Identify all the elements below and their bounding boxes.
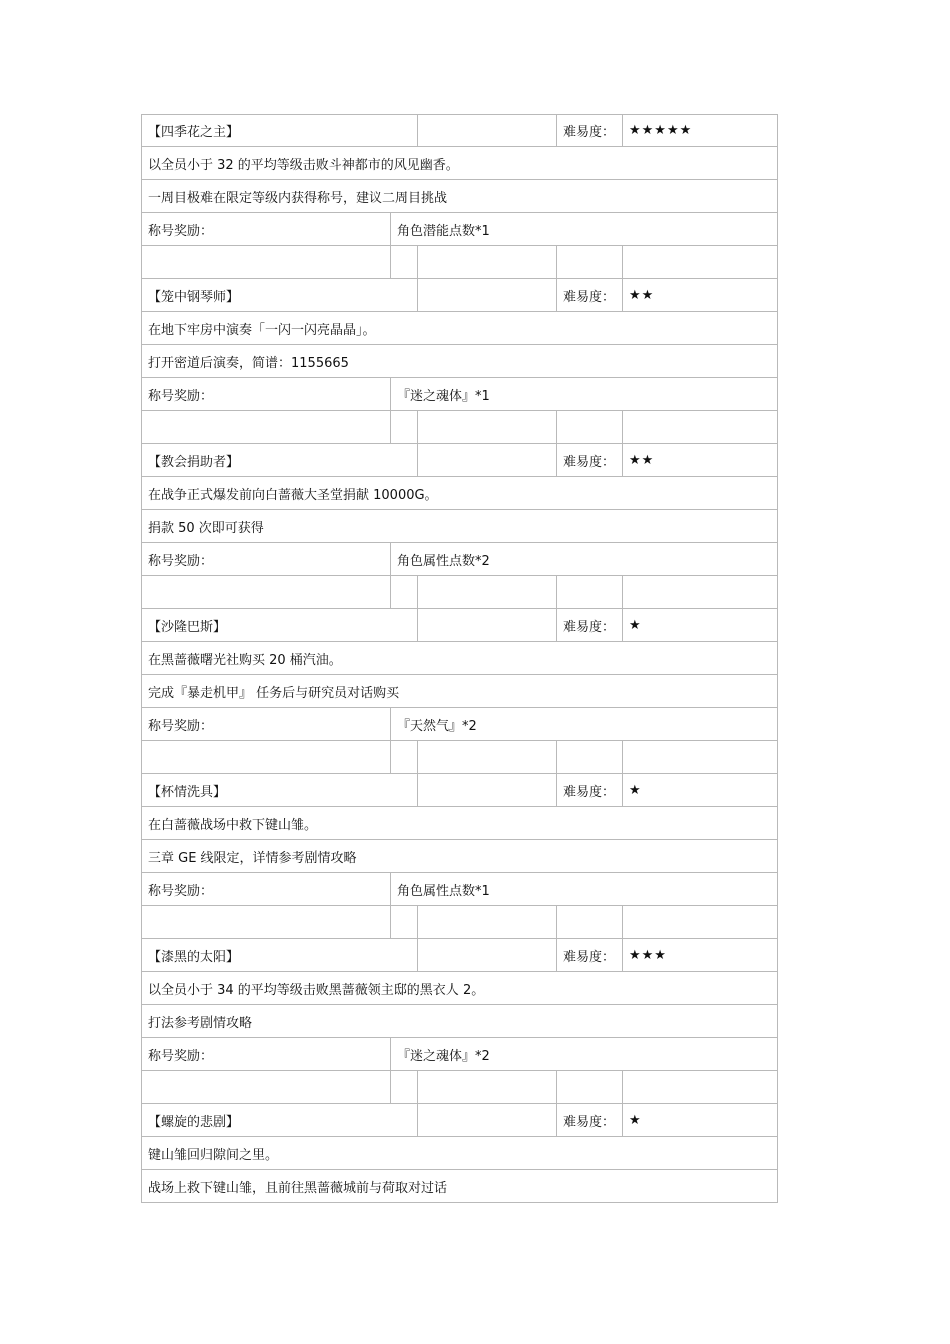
empty-cell [418, 1104, 557, 1136]
entry-title-row [141, 1104, 778, 1137]
entry-reward-row [141, 213, 778, 246]
entry-reward-row [141, 543, 778, 576]
empty-cell [623, 1071, 777, 1103]
difficulty-label: 难易度： [557, 279, 623, 311]
entry-hint: 捐款 50 次即可获得 [148, 520, 264, 536]
empty-cell [418, 279, 557, 311]
empty-cell [142, 741, 391, 773]
entry-title: 【杯情洗具】 [142, 774, 418, 806]
empty-cell [418, 246, 557, 278]
spacer-row [141, 246, 778, 279]
reward-label: 称号奖励： [142, 213, 391, 245]
entry-hint-row [141, 1170, 778, 1203]
empty-cell [418, 115, 557, 146]
empty-cell [142, 576, 391, 608]
empty-cell [557, 411, 623, 443]
entry-hint: 三章 GE 线限定，详情参考剧情攻略 [148, 850, 357, 866]
difficulty-stars: ★ [629, 617, 642, 633]
entry-hint-row [141, 180, 778, 213]
spacer-row [141, 741, 778, 774]
entry-condition-row [141, 477, 778, 510]
entry-title: 【教会捐助者】 [142, 444, 418, 476]
entry-reward-row [141, 1038, 778, 1071]
empty-cell [418, 774, 557, 806]
difficulty-stars: ★★★★★ [629, 123, 693, 138]
entry-hint-row [141, 1005, 778, 1038]
empty-cell [418, 444, 557, 476]
entry-title: 【笼中钢琴师】 [142, 279, 418, 311]
difficulty-label: 难易度： [557, 774, 623, 806]
achievement-table [141, 114, 778, 1203]
spacer-row [141, 906, 778, 939]
entry-condition-row [141, 1137, 778, 1170]
entry-condition: 在白蔷薇战场中救下键山雏。 [148, 817, 318, 833]
entry-reward-row [141, 873, 778, 906]
entry-hint: 战场上救下键山雏，且前往黑蔷薇城前与荷取对过话 [148, 1180, 448, 1196]
empty-cell [418, 906, 557, 938]
entry-condition-row [141, 972, 778, 1005]
difficulty-label: 难易度： [557, 444, 623, 476]
entry-reward-row [141, 378, 778, 411]
entry-hint: 完成『暴走机甲』 任务后与研究员对话购买 [148, 685, 400, 701]
entry-hint-row [141, 840, 778, 873]
reward-value: 『迷之魂体』*1 [397, 388, 490, 404]
entry-hint: 一周目极难在限定等级内获得称号，建议二周目挑战 [148, 190, 448, 206]
difficulty-stars: ★★ [629, 452, 655, 468]
entry-title: 【螺旋的悲剧】 [142, 1104, 418, 1136]
reward-label: 称号奖励： [142, 543, 391, 575]
empty-cell [623, 246, 777, 278]
empty-cell [557, 741, 623, 773]
entry-title: 【四季花之主】 [142, 115, 418, 146]
difficulty-stars: ★★★ [629, 947, 667, 963]
empty-cell [142, 906, 391, 938]
spacer-row [141, 576, 778, 609]
entry-condition: 在黑蔷薇曙光社购买 20 桶汽油。 [148, 652, 342, 668]
entry-title-row [141, 444, 778, 477]
entry-reward-row [141, 708, 778, 741]
entry-condition: 键山雏回归隙间之里。 [148, 1147, 279, 1163]
reward-value: 角色潜能点数*1 [397, 223, 490, 239]
entry-condition-row [141, 147, 778, 180]
entry-hint-row [141, 675, 778, 708]
empty-cell [623, 411, 777, 443]
empty-cell [418, 576, 557, 608]
empty-cell [391, 246, 418, 278]
reward-value: 角色属性点数*2 [397, 553, 490, 569]
empty-cell [391, 1071, 418, 1103]
entry-title: 【漆黑的太阳】 [142, 939, 418, 971]
spacer-row [141, 411, 778, 444]
reward-value: 『迷之魂体』*2 [397, 1048, 490, 1064]
entry-condition: 以全员小于 32 的平均等级击败斗神都市的风见幽香。 [148, 157, 459, 173]
entry-hint-row [141, 345, 778, 378]
empty-cell [391, 906, 418, 938]
entry-condition: 在地下牢房中演奏「一闪一闪亮晶晶」。 [148, 322, 376, 338]
reward-label: 称号奖励： [142, 1038, 391, 1070]
entry-title-row [141, 774, 778, 807]
entry-hint: 打开密道后演奏，简谱：1155665 [148, 355, 349, 371]
empty-cell [391, 576, 418, 608]
empty-cell [391, 741, 418, 773]
empty-cell [418, 939, 557, 971]
spacer-row [141, 1071, 778, 1104]
difficulty-label: 难易度： [557, 115, 623, 146]
difficulty-label: 难易度： [557, 939, 623, 971]
empty-cell [418, 609, 557, 641]
empty-cell [623, 906, 777, 938]
reward-label: 称号奖励： [142, 873, 391, 905]
reward-value: 角色属性点数*1 [397, 883, 490, 899]
entry-title-row [141, 279, 778, 312]
entry-title-row [141, 609, 778, 642]
entry-title: 【沙隆巴斯】 [142, 609, 418, 641]
entry-condition: 以全员小于 34 的平均等级击败黑蔷薇领主邸的黑衣人 2。 [148, 982, 485, 998]
difficulty-stars: ★ [629, 782, 642, 798]
entry-title-row [141, 939, 778, 972]
empty-cell [623, 576, 777, 608]
entry-condition-row [141, 807, 778, 840]
empty-cell [557, 1071, 623, 1103]
entry-title-row [141, 114, 778, 147]
reward-value: 『天然气』*2 [397, 718, 477, 734]
empty-cell [391, 411, 418, 443]
difficulty-stars: ★★ [629, 287, 655, 303]
entry-condition-row [141, 312, 778, 345]
empty-cell [142, 1071, 391, 1103]
empty-cell [418, 411, 557, 443]
entry-condition-row [141, 642, 778, 675]
empty-cell [623, 741, 777, 773]
empty-cell [418, 741, 557, 773]
empty-cell [557, 246, 623, 278]
difficulty-stars: ★ [629, 1112, 642, 1128]
empty-cell [557, 906, 623, 938]
entry-hint: 打法参考剧情攻略 [148, 1015, 253, 1031]
entry-hint-row [141, 510, 778, 543]
difficulty-label: 难易度： [557, 1104, 623, 1136]
difficulty-label: 难易度： [557, 609, 623, 641]
empty-cell [557, 576, 623, 608]
empty-cell [418, 1071, 557, 1103]
empty-cell [142, 246, 391, 278]
reward-label: 称号奖励： [142, 378, 391, 410]
empty-cell [142, 411, 391, 443]
entry-condition: 在战争正式爆发前向白蔷薇大圣堂捐献 10000G。 [148, 487, 438, 503]
reward-label: 称号奖励： [142, 708, 391, 740]
